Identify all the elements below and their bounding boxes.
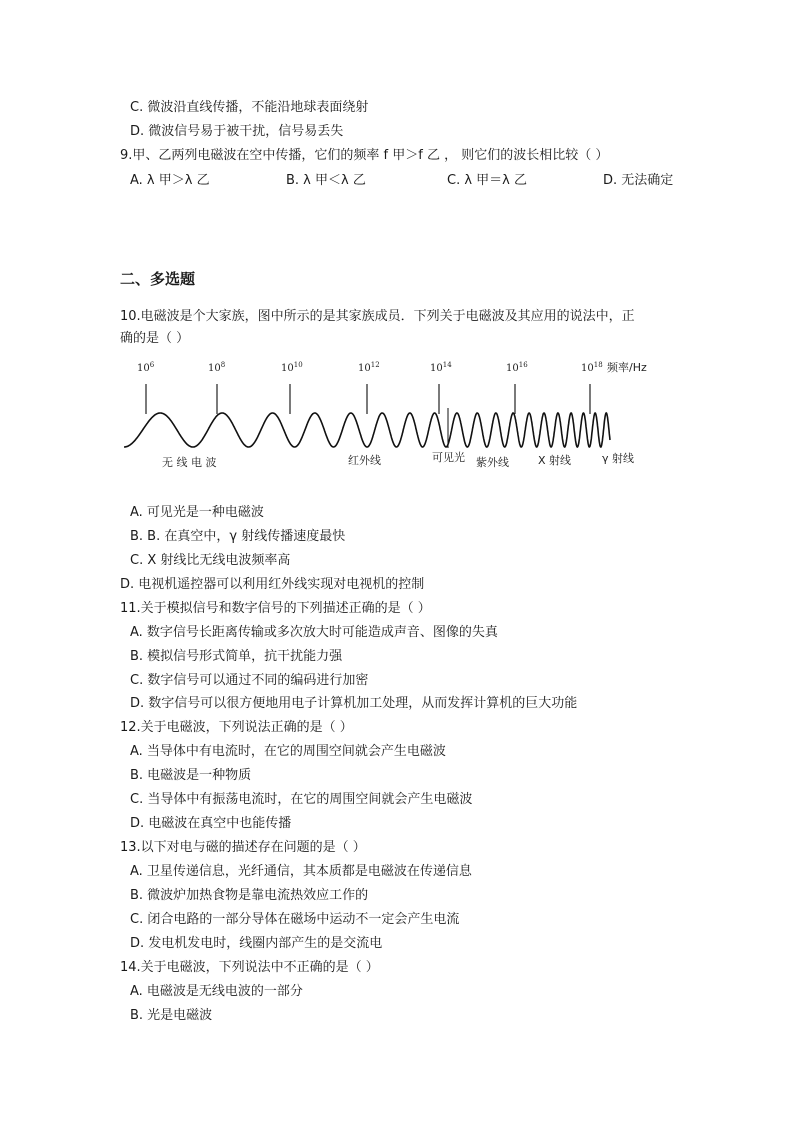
- q13-option-c: C. 闭合电路的一部分导体在磁场中运动不一定会产生电流: [130, 912, 460, 927]
- q9-choice-d: D. 无法确定: [603, 173, 674, 188]
- q12-stem: 12.关于电磁波，下列说法正确的是（ ）: [120, 720, 353, 735]
- q8-option-c: C. 微波沿直线传播，不能沿地球表面绕射: [130, 100, 369, 115]
- freq-tick-label: $10^6$: [137, 361, 155, 374]
- q10-option-a: A. 可见光是一种电磁波: [130, 505, 264, 520]
- q13-option-d: D. 发电机发电时，线圈内部产生的是交流电: [130, 936, 383, 951]
- band-label: 紫外线: [476, 456, 509, 469]
- q10-option-b: B. B. 在真空中，γ 射线传播速度最快: [130, 529, 346, 544]
- q11-option-d: D. 数字信号可以很方便地用电子计算机加工处理，从而发挥计算机的巨大功能: [130, 696, 578, 711]
- q13-stem: 13.以下对电与磁的描述存在问题的是（ ）: [120, 840, 366, 855]
- q9-choice-a: A. λ 甲＞λ 乙: [130, 173, 210, 188]
- em-spectrum-figure: [120, 356, 660, 474]
- q10-stem-line2: 确的是（ ）: [120, 331, 190, 346]
- q11-option-b: B. 模拟信号形式简单，抗干扰能力强: [130, 649, 343, 664]
- q14-option-b: B. 光是电磁波: [130, 1008, 213, 1023]
- band-label: 可见光: [432, 451, 465, 464]
- freq-axis-label: 频率/Hz: [607, 361, 647, 374]
- freq-tick-label: $10^{12}$: [358, 361, 380, 374]
- q9-choice-b: B. λ 甲＜λ 乙: [286, 173, 366, 188]
- q9-stem: 9.甲、乙两列电磁波在空中传播，它们的频率 f 甲＞f 乙 ， 则它们的波长相比较（ ）: [120, 148, 609, 163]
- freq-tick-label: $10^{14}$: [430, 361, 452, 374]
- freq-tick-label: $10^{16}$: [506, 361, 528, 374]
- q10-option-c: C. X 射线比无线电波频率高: [130, 553, 291, 568]
- q11-option-a: A. 数字信号长距离传输或多次放大时可能造成声音、图像的失真: [130, 625, 498, 640]
- freq-tick-label: $10^{10}$: [281, 361, 303, 374]
- q12-option-c: C. 当导体中有振荡电流时，在它的周围空间就会产生电磁波: [130, 792, 473, 807]
- band-label: 红外线: [348, 454, 381, 467]
- q12-option-d: D. 电磁波在真空中也能传播: [130, 816, 292, 831]
- q12-option-b: B. 电磁波是一种物质: [130, 768, 252, 783]
- band-label: X 射线: [538, 454, 572, 467]
- band-label: γ 射线: [602, 452, 635, 465]
- q12-option-a: A. 当导体中有电流时，在它的周围空间就会产生电磁波: [130, 744, 446, 759]
- q13-option-b: B. 微波炉加热食物是靠电流热效应工作的: [130, 888, 369, 903]
- freq-tick-label: $10^8$: [208, 361, 226, 374]
- section-title: 二、多选题: [120, 270, 196, 288]
- q11-stem: 11.关于模拟信号和数字信号的下列描述正确的是（ ）: [120, 601, 431, 616]
- q10-option-d: D. 电视机遥控器可以利用红外线实现对电视机的控制: [120, 577, 425, 592]
- q14-stem: 14.关于电磁波，下列说法中不正确的是（ ）: [120, 960, 379, 975]
- q14-option-a: A. 电磁波是无线电波的一部分: [130, 984, 303, 999]
- q9-choice-c: C. λ 甲＝λ 乙: [447, 173, 527, 188]
- q8-option-d: D. 微波信号易于被干扰，信号易丢失: [130, 124, 344, 139]
- q10-stem-line1: 10.电磁波是个大家族，图中所示的是其家族成员．下列关于电磁波及其应用的说法中，正: [120, 309, 635, 324]
- em-wave-curve: [124, 413, 610, 447]
- q13-option-a: A. 卫星传递信息，光纤通信，其本质都是电磁波在传递信息: [130, 864, 472, 879]
- freq-tick-label: $10^{18}$: [581, 361, 603, 374]
- band-label: 无 线 电 波: [162, 456, 217, 469]
- q11-option-c: C. 数字信号可以通过不同的编码进行加密: [130, 673, 369, 688]
